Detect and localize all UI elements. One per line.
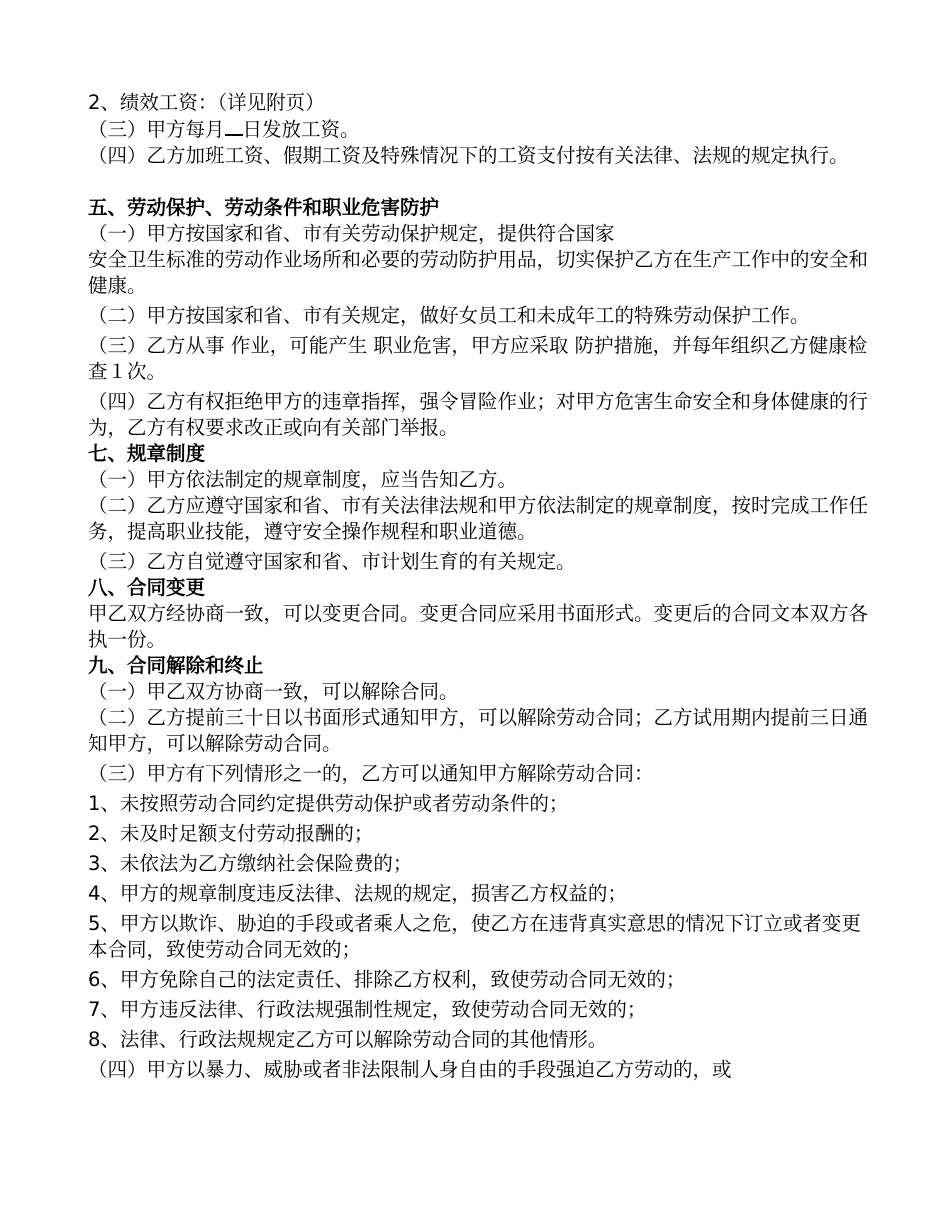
clause-4-item-4: （四）乙方加班工资、假期工资及特殊情况下的工资支付按有关法律、法规的规定执行。 (88, 144, 849, 167)
document-page (88, 90, 868, 1083)
clause-9-list-item: 5、甲方以欺诈、胁迫的手段或者乘人之危，使乙方在违背真实意思的情况下订立或者变更本合同，致使劳动合同无效的； (88, 912, 861, 961)
section-9-heading: 九、合同解除和终止 (88, 654, 264, 677)
clause-9-list-item: 6、甲方免除自己的法定责任、排除乙方权利，致使劳动合同无效的； (88, 968, 686, 991)
clause-9-list-item: 8、法律、行政法规规定乙方可以解除劳动合同的其他情形。 (88, 1028, 608, 1051)
clause-9-list-item: 7、甲方违反法律、行政法规强制性规定，致使劳动合同无效的； (88, 998, 647, 1021)
clause-9-list-item: 3、未依法为乙方缴纳社会保险费的； (88, 852, 413, 875)
section-7-heading: 七、规章制度 (88, 442, 206, 465)
clause-4-item-3 (88, 116, 868, 143)
clause-9-item-3: （三）甲方有下列情形之一的，乙方可以通知甲方解除劳动合同： (88, 762, 654, 785)
clause-4-item-2: 2、绩效工资：（详见附页） (88, 91, 325, 114)
clause-5-item-2: （二）甲方按国家和省、市有关规定，做好女员工和未成年工的特殊劳动保护工作。 (88, 304, 810, 327)
section-5-heading: 五、劳动保护、劳动条件和职业危害防护 (88, 196, 440, 219)
clause-9-item-4: （四）甲方以暴力、威胁或者非法限制人身自由的手段强迫乙方劳动的，或 (88, 1058, 732, 1081)
clause-4-item-3-suffix: 日发放工资。 (242, 118, 360, 141)
clause-5-item-1-line-1: （一）甲方按国家和省、市有关劳动保护规定，提供符合国家 (88, 222, 615, 245)
pay-day-blank (225, 116, 243, 136)
clause-7-item-2: （二）乙方应遵守国家和省、市有关法律法规和甲方依法制定的规章制度，按时完成工作任务，提高职业技能，遵守安全操作规程和职业道德。 (88, 494, 869, 543)
clause-5-item-4: （四）乙方有权拒绝甲方的违章指挥，强令冒险作业；对甲方危害生命安全和身体健康的行为，乙方有权要求改正或向有关部门举报。 (88, 390, 869, 439)
clause-9-list-item: 1、未按照劳动合同约定提供劳动保护或者劳动条件的； (88, 792, 569, 815)
clause-9-item-2: （二）乙方提前三十日以书面形式通知甲方，可以解除劳动合同；乙方试用期内提前三日通知甲方，可以解除劳动合同。 (88, 706, 869, 755)
clause-7-item-1: （一）甲方依法制定的规章制度，应当告知乙方。 (88, 468, 518, 491)
clause-5-item-1-line-2: 安全卫生标准的劳动作业场所和必要的劳动防护用品，切实保护乙方在生产工作中的安全和健康。 (88, 248, 869, 297)
clause-7-item-3: （三）乙方自觉遵守国家和省、市计划生育的有关规定。 (88, 550, 576, 573)
paragraph-gap (88, 173, 868, 195)
clause-5-item-3: （三）乙方从事 作业，可能产生 职业危害，甲方应采取 防护措施，并每年组织乙方健康检查１次。 (88, 334, 868, 383)
clause-9-list-item: 2、未及时足额支付劳动报酬的； (88, 822, 374, 845)
clause-4-item-3-prefix: （三）甲方每月 (88, 118, 225, 141)
section-8-heading: 八、合同变更 (88, 576, 206, 599)
clause-9-item-1: （一）甲乙双方协商一致，可以解除合同。 (88, 680, 459, 703)
clause-9-list-item: 4、甲方的规章制度违反法律、法规的规定，损害乙方权益的； (88, 882, 627, 905)
clause-8-text: 甲乙双方经协商一致，可以变更合同。变更合同应采用书面形式。变更后的合同文本双方各执一份。 (88, 602, 869, 651)
